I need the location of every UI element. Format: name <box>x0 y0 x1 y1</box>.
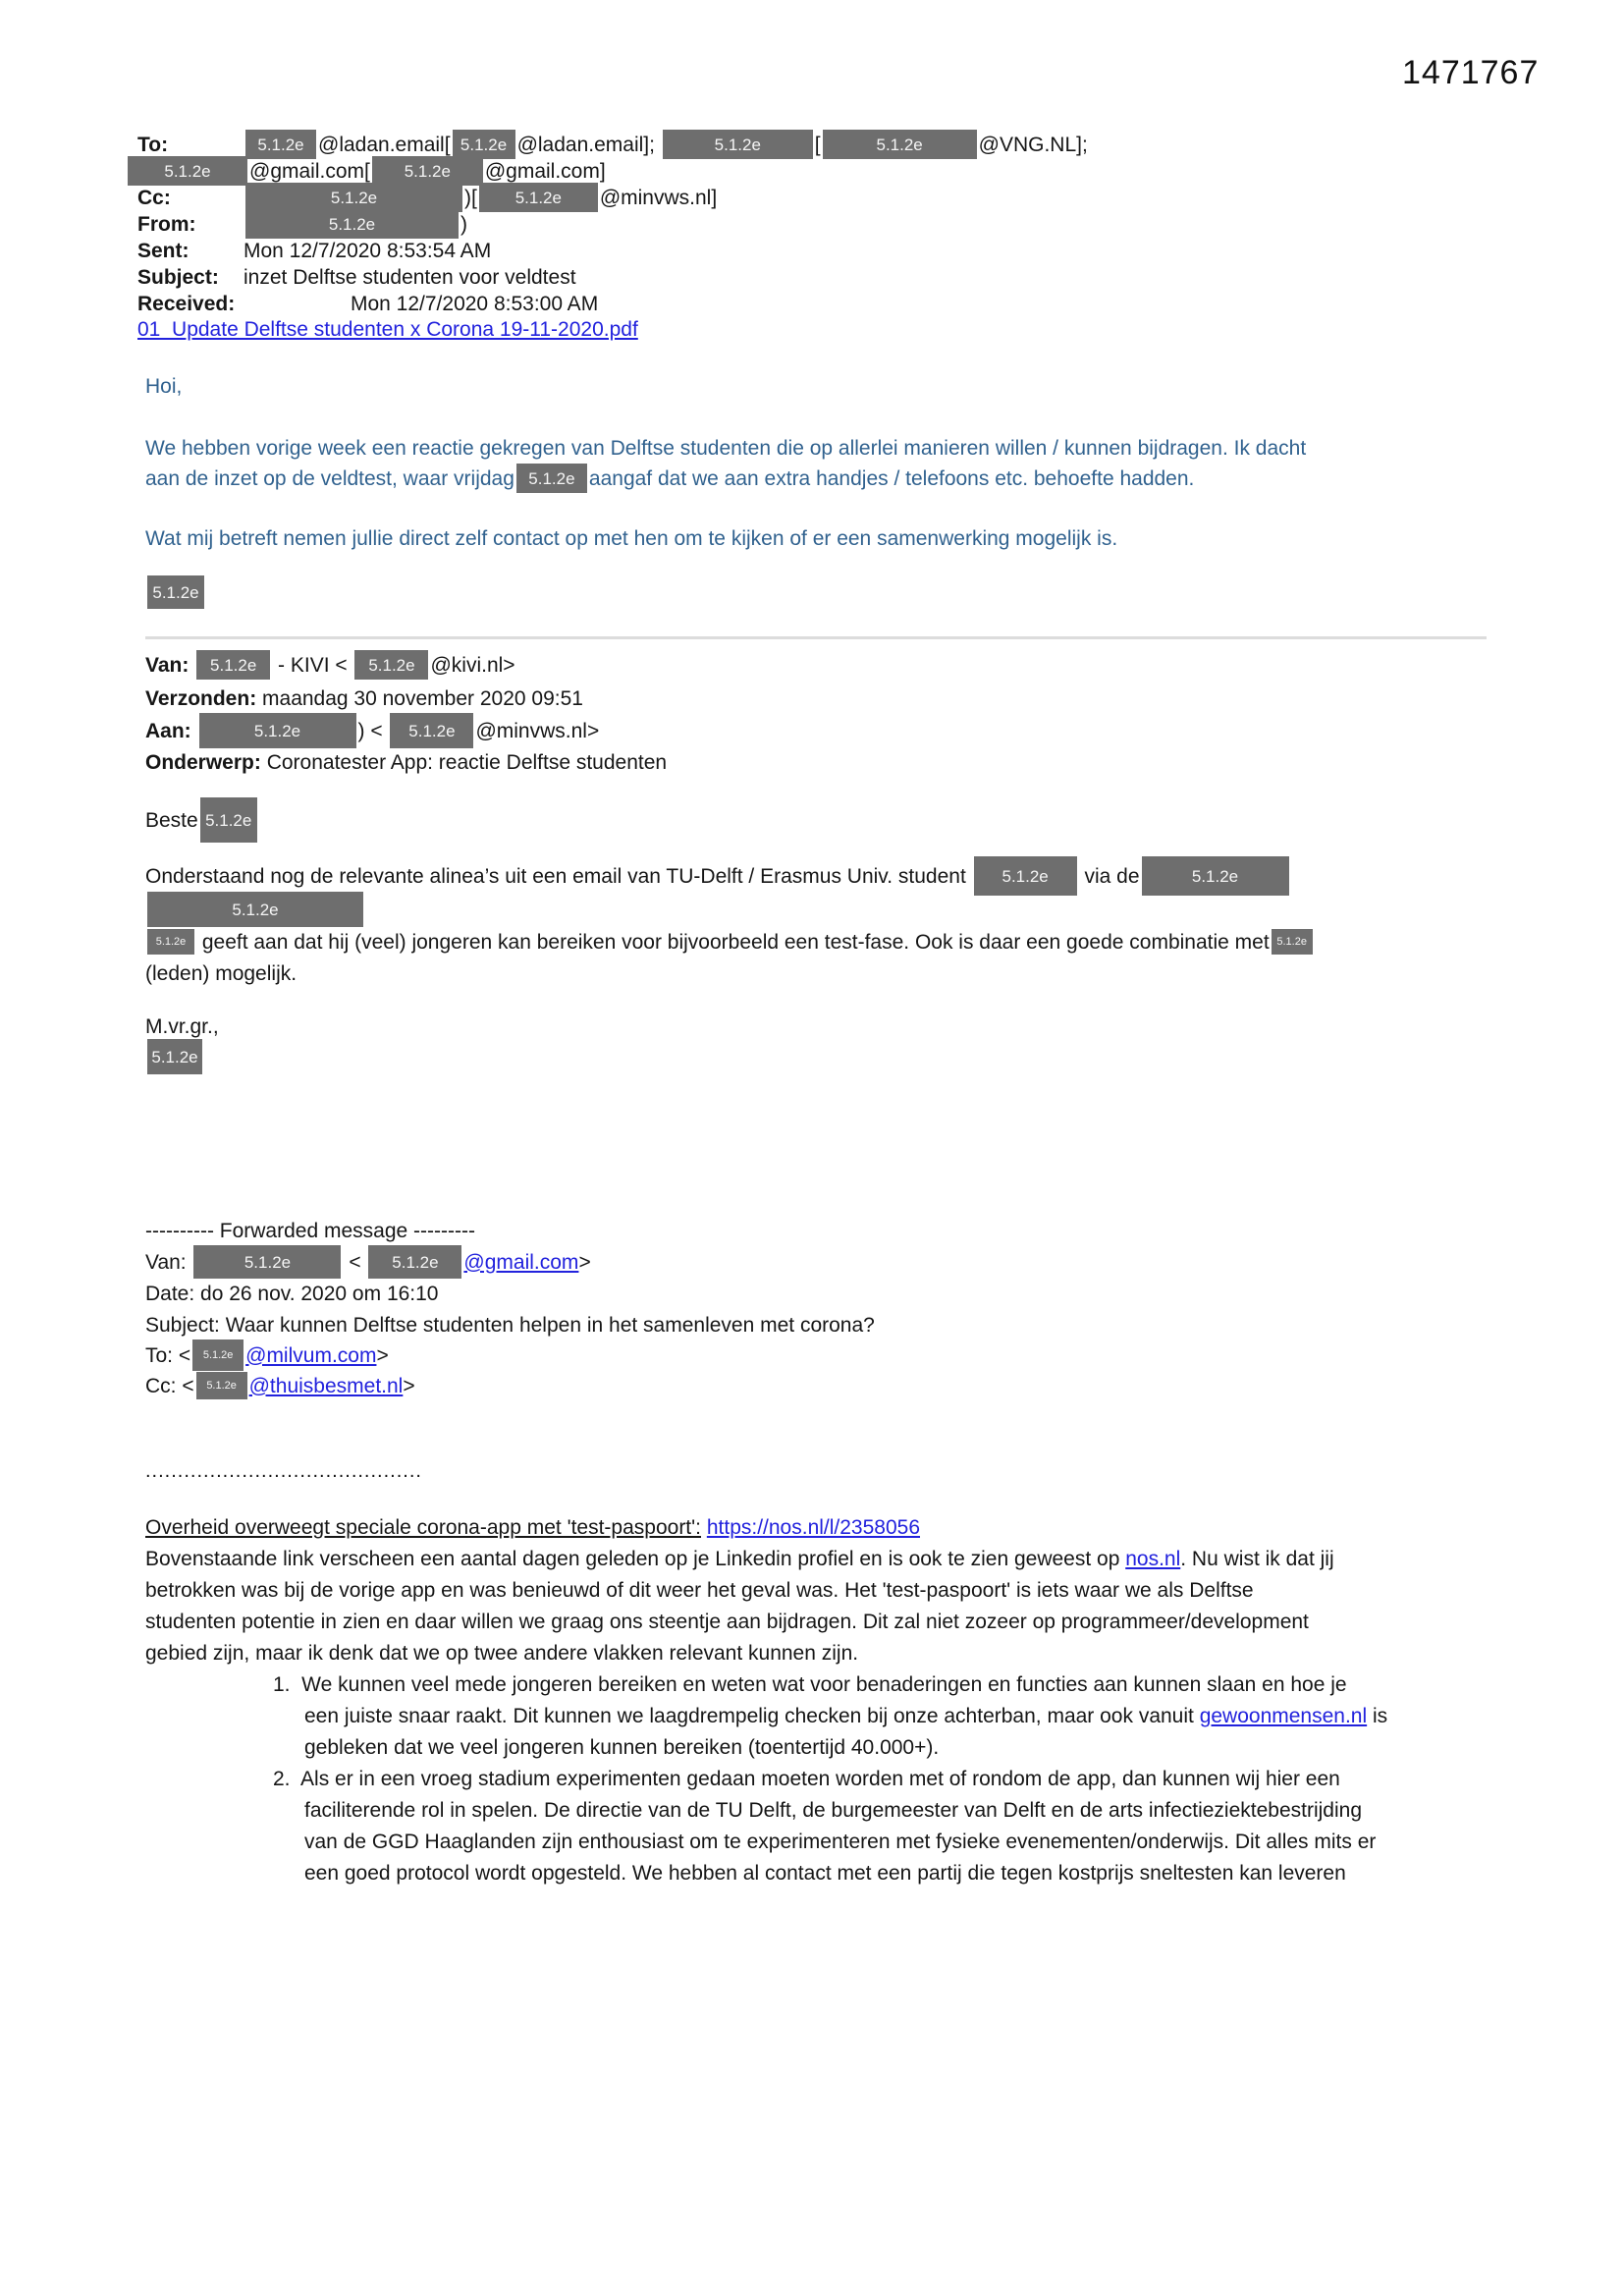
text-segment: Mon 12/7/2020 8:53:54 AM <box>244 239 492 262</box>
text-segment: Verzonden: <box>145 686 263 710</box>
text-segment: betrokken was bij de vorige app en was benieuwd of dit weer het geval was. Het 'test-paspoort' is iets waar we als Delftse <box>145 1578 1254 1602</box>
forwarded-separator <box>145 1216 475 1245</box>
list-item-2-line-4 <box>304 1858 1346 1887</box>
list-item-1-line-3 <box>304 1732 939 1762</box>
text-segment: @minvws.nl] <box>599 186 718 209</box>
redaction-box: 5.1.2e <box>479 183 598 212</box>
text-segment: Bovenstaande link verscheen een aantal dagen geleden op je Linkedin profiel en is ook te zien geweest op <box>145 1547 1126 1570</box>
redaction-box: 5.1.2e <box>192 1339 244 1371</box>
quoted-onderwerp-row <box>145 747 667 777</box>
fwd-body-line-3 <box>145 1607 1309 1636</box>
text-segment: We hebben vorige week een reactie gekregen van Delftse studenten die op allerlei manieren willen / kunnen bijdragen. Ik dacht <box>145 436 1307 460</box>
forwarded-van-row <box>145 1245 591 1279</box>
text-segment: @ladan.email]; <box>516 133 661 156</box>
signature-redaction-1 <box>145 575 206 609</box>
redaction-box: 5.1.2e <box>147 575 204 609</box>
redaction-box: 5.1.2e <box>200 797 257 843</box>
text-segment: is <box>1367 1704 1388 1727</box>
text-segment: M.vr.gr., <box>145 1014 219 1038</box>
text-segment: Overheid overweegt speciale corona-app met 'test-paspoort': <box>145 1515 701 1539</box>
text-segment: Date: do 26 nov. 2020 om 16:10 <box>145 1282 439 1305</box>
redaction-box: 5.1.2e <box>390 713 473 748</box>
text-segment: To: <box>137 133 169 156</box>
text-segment: gebied zijn, maar ik denk dat we op twee andere vlakken relevant kunnen zijn. <box>145 1641 859 1665</box>
header-to-row <box>137 130 1088 159</box>
text-segment: Wat mij betreft nemen jullie direct zelf contact op met hen om te kijken of er een samenwerking mogelijk is. <box>145 526 1118 550</box>
redaction-box: 5.1.2e <box>245 130 316 159</box>
text-segment: @minvws.nl> <box>475 719 600 742</box>
forwarded-subject-row <box>145 1310 875 1339</box>
text-segment: < <box>343 1250 367 1274</box>
text-segment: @ladan.email[ <box>318 133 451 156</box>
text-segment: To: < <box>145 1343 191 1367</box>
text-segment: Mon 12/7/2020 8:53:00 AM <box>351 292 599 315</box>
text-segment: )[ <box>464 186 477 209</box>
text-segment: Onderwerp: <box>145 750 267 774</box>
fwd-body-line-1 <box>145 1544 1334 1573</box>
header-sent-row <box>137 236 491 265</box>
text-segment: [ <box>814 133 821 156</box>
redaction-box: 5.1.2e <box>1272 929 1313 955</box>
redaction-box: 5.1.2e <box>823 130 977 159</box>
text-segment: van de GGD Haaglanden zijn enthousiast om te experimenteren met fysieke evenementen/onderwijs. Dit alles mits er <box>304 1830 1377 1853</box>
news-title-row <box>145 1512 920 1542</box>
greeting-line <box>145 371 182 401</box>
text-segment: inzet Delftse studenten voor veldtest <box>244 265 576 289</box>
signature-redaction-2 <box>145 1039 204 1074</box>
redaction-box: 5.1.2e <box>196 650 270 680</box>
dotted-separator <box>145 1456 422 1486</box>
redaction-box: 5.1.2e <box>354 650 428 680</box>
header-from-row <box>137 209 467 239</box>
forwarded-cc-row <box>145 1371 415 1400</box>
redaction-box: 5.1.2e <box>245 183 462 212</box>
text-segment: studenten potentie in zien en daar willen we graag ons steentje aan bijdragen. Dit zal niet zozeer op programmeer/development <box>145 1610 1309 1633</box>
quoted-body-line-2 <box>145 892 365 927</box>
redaction-box: 5.1.2e <box>193 1245 341 1279</box>
redaction-box: 5.1.2e <box>516 464 587 493</box>
redaction-box: 5.1.2e <box>196 1372 247 1399</box>
link[interactable]: @milvum.com <box>245 1343 377 1367</box>
link[interactable]: @gmail.com <box>463 1250 579 1274</box>
redaction-box: 5.1.2e <box>663 130 813 159</box>
text-segment: ---------- Forwarded message --------- <box>145 1219 475 1242</box>
text-segment: Hoi, <box>145 374 183 398</box>
redaction-box: 5.1.2e <box>128 156 247 186</box>
list-item-2-line-3 <box>304 1827 1376 1856</box>
text-segment: @VNG.NL]; <box>978 133 1088 156</box>
text-segment: ) <box>460 212 467 236</box>
header-to-row-2 <box>126 156 606 186</box>
text-segment: aangaf dat we aan extra handjes / telefoons etc. behoefte hadden. <box>588 466 1195 490</box>
text-segment: een goed protocol wordt opgesteld. We hebben al contact met een partij die tegen kostprijs sneltesten kan leveren <box>304 1861 1346 1885</box>
link[interactable]: 01_Update Delftse studenten x Corona 19-11-2020.pdf <box>137 317 638 341</box>
attachment-link-row[interactable] <box>137 314 638 344</box>
text-segment: 2. Als er in een vroeg stadium experimenten gedaan moeten worden met of rondom de app, dan kunnen wij hier een <box>273 1767 1340 1790</box>
text-segment: Cc: < <box>145 1374 194 1397</box>
redaction-box: 5.1.2e <box>245 209 459 239</box>
quoted-body-line-3 <box>145 927 1315 957</box>
salutation-line <box>145 797 259 843</box>
link[interactable]: https://nos.nl/l/2358056 <box>706 1515 921 1539</box>
text-segment: Onderstaand nog de relevante alinea’s uit een email van TU-Delft / Erasmus Univ. student <box>145 864 972 888</box>
text-segment: Beste <box>145 808 198 832</box>
text-segment: Sent: <box>137 239 189 262</box>
quoted-aan-row <box>145 713 599 748</box>
body-paragraph-1b <box>145 464 1194 493</box>
text-segment: een juiste snaar raakt. Dit kunnen we laagdrempelig checken bij onze achterban, maar ook vanuit <box>304 1704 1200 1727</box>
redaction-box: 5.1.2e <box>1142 856 1289 896</box>
text-segment: Van: <box>145 1250 192 1274</box>
text-segment: From: <box>137 212 196 236</box>
section-divider <box>145 636 1487 639</box>
text-segment: Received: <box>137 292 236 315</box>
redaction-box: 5.1.2e <box>199 713 356 748</box>
list-item-1-line-1 <box>273 1669 1347 1699</box>
text-segment: Subject: Waar kunnen Delftse studenten helpen in het samenleven met corona? <box>145 1313 875 1337</box>
redaction-box: 5.1.2e <box>372 156 483 186</box>
header-cc-row <box>137 183 717 212</box>
text-segment: ) < <box>357 719 389 742</box>
text-segment: maandag 30 november 2020 09:51 <box>262 686 583 710</box>
text-segment: geeft aan dat hij (veel) jongeren kan bereiken voor bijvoorbeeld een test-fase. Ook is daar een goede combinatie met <box>196 930 1270 954</box>
text-segment: Subject: <box>137 265 219 289</box>
redaction-box: 5.1.2e <box>147 892 363 927</box>
quoted-body-line-1 <box>145 856 1291 896</box>
list-item-2-line-2 <box>304 1795 1362 1825</box>
link[interactable]: gewoonmensen.nl <box>1199 1704 1368 1727</box>
link[interactable]: @thuisbesmet.nl <box>248 1374 404 1397</box>
forwarded-date-row <box>145 1279 439 1308</box>
quoted-van-row <box>145 650 515 680</box>
redaction-box: 5.1.2e <box>453 130 515 159</box>
text-segment: @gmail.com] <box>484 159 606 183</box>
text-segment: Van: <box>145 653 195 677</box>
fwd-body-line-4 <box>145 1638 858 1667</box>
link[interactable]: nos.nl <box>1125 1547 1181 1570</box>
list-item-2-line-1 <box>273 1764 1340 1793</box>
text-segment: > <box>578 1250 591 1274</box>
text-segment: - KIVI < <box>272 653 353 677</box>
redaction-box: 5.1.2e <box>147 1039 202 1074</box>
text-segment: (leden) mogelijk. <box>145 961 298 985</box>
text-segment: 1. We kunnen veel mede jongeren bereiken en weten wat voor benaderingen en functies aan kunnen slaan en hoe je <box>273 1672 1347 1696</box>
list-item-1-line-2 <box>304 1701 1387 1730</box>
text-segment: @kivi.nl> <box>430 653 515 677</box>
text-segment: Cc: <box>137 186 171 209</box>
quoted-body-line-4 <box>145 958 297 988</box>
redaction-box: 5.1.2e <box>147 929 194 955</box>
text-segment: ........................................... <box>145 1459 422 1482</box>
header-subject-row <box>137 262 576 292</box>
redaction-box: 5.1.2e <box>974 856 1077 896</box>
text-segment: . Nu wist ik dat jij <box>1180 1547 1334 1570</box>
body-paragraph-2 <box>145 523 1117 553</box>
fwd-body-line-2 <box>145 1575 1254 1605</box>
text-segment: > <box>376 1343 389 1367</box>
text-segment: > <box>403 1374 415 1397</box>
quoted-verzonden-row <box>145 683 583 713</box>
document-number: 1471767 <box>1402 54 1540 91</box>
text-segment: Coronatester App: reactie Delftse studenten <box>266 750 668 774</box>
closing-line <box>145 1011 219 1041</box>
text-segment: Aan: <box>145 719 197 742</box>
text-segment: aan de inzet op de veldtest, waar vrijdag <box>145 466 514 490</box>
body-paragraph-1a <box>145 433 1306 463</box>
text-segment: @gmail.com[ <box>249 159 370 183</box>
text-segment: faciliterende rol in spelen. De directie van de TU Delft, de burgemeester van Delft en de arts infectieziektebestrijding <box>304 1798 1363 1822</box>
text-segment: via de <box>1078 864 1140 888</box>
forwarded-to-row <box>145 1339 389 1371</box>
text-segment: gebleken dat we veel jongeren kunnen bereiken (toentertijd 40.000+). <box>304 1735 940 1759</box>
redaction-box: 5.1.2e <box>368 1245 461 1279</box>
